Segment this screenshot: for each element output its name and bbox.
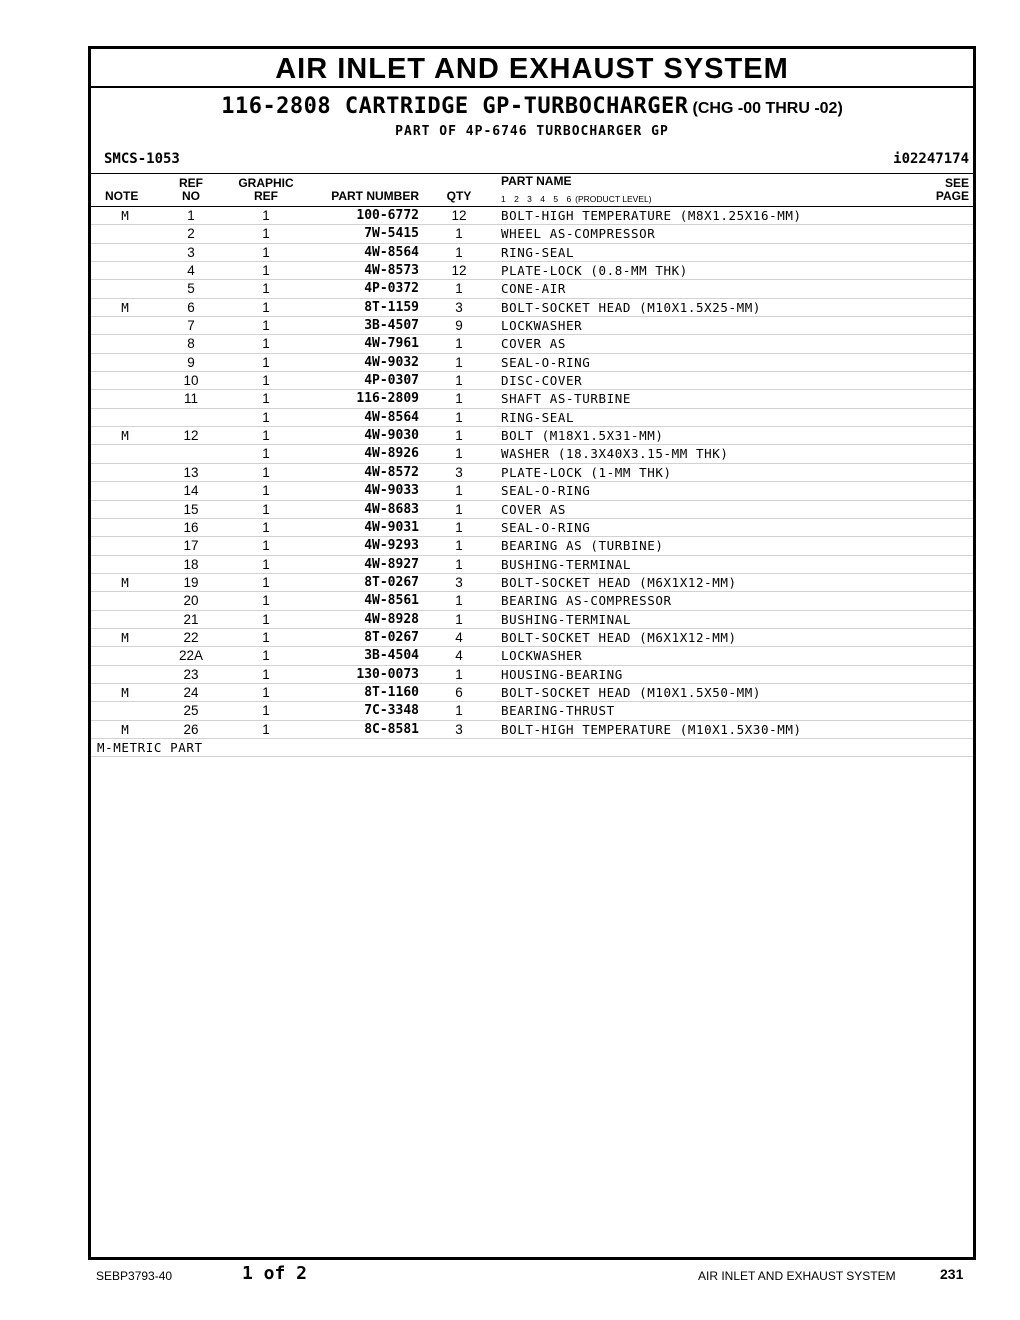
qty-cell: 9 [455, 318, 463, 334]
table-row [91, 299, 973, 317]
footer-page-number: 231 [940, 1266, 964, 1282]
part-name-cell: BOLT-HIGH TEMPERATURE (M10X1.5X30-MM) [501, 721, 802, 737]
col-part-name: PART NAME [501, 174, 572, 188]
part-name-cell: COVER AS [501, 501, 567, 517]
qty-cell: 4 [455, 629, 463, 645]
qty-cell: 1 [455, 373, 463, 389]
ref-no-cell: 9 [187, 354, 195, 370]
part-number-cell: 4P-0307 [364, 373, 419, 389]
part-name-cell: PLATE-LOCK (1-MM THK) [501, 464, 672, 480]
graphic-ref-cell: 1 [262, 281, 270, 297]
qty-cell: 1 [455, 226, 463, 242]
graphic-ref-cell: 1 [262, 593, 270, 609]
graphic-ref-cell: 1 [262, 648, 270, 664]
part-name-cell: SEAL-O-RING [501, 354, 591, 370]
table-row [91, 574, 973, 592]
graphic-ref-cell: 1 [262, 556, 270, 572]
graphic-ref-cell: 1 [262, 299, 270, 315]
qty-cell: 1 [455, 483, 463, 499]
part-name-cell: COVER AS [501, 336, 567, 352]
part-name-cell: WASHER (18.3X40X3.15-MM THK) [501, 446, 729, 462]
table-row [91, 262, 973, 280]
table-row [91, 629, 973, 647]
ref-no-cell: 21 [183, 611, 199, 627]
table-row [91, 335, 973, 353]
qty-cell: 1 [455, 336, 463, 352]
ref-no-cell: 7 [187, 318, 195, 334]
part-number-cell: 8T-1159 [364, 299, 419, 315]
footer-section: AIR INLET AND EXHAUST SYSTEM [698, 1269, 896, 1283]
table-row [91, 519, 973, 537]
section-title: AIR INLET AND EXHAUST SYSTEM [275, 53, 789, 85]
part-number-cell: 4W-8683 [364, 501, 419, 517]
part-name-cell: BOLT-SOCKET HEAD (M6X1X12-MM) [501, 574, 737, 590]
part-number-cell: 7W-5415 [364, 226, 419, 242]
part-number-cell: 3B-4504 [364, 648, 419, 664]
table-row [91, 684, 973, 702]
note-cell: M [121, 721, 129, 737]
note-cell: M [121, 684, 129, 700]
footnote-text: M-METRIC PART [97, 739, 203, 755]
qty-cell: 4 [455, 648, 463, 664]
ref-no-cell: 1 [187, 208, 195, 223]
ref-no-cell: 12 [183, 428, 199, 444]
part-number-cell: 4P-0372 [364, 281, 419, 297]
part-number-cell: 4W-9031 [364, 519, 419, 535]
part-name-cell: WHEEL AS-COMPRESSOR [501, 226, 656, 242]
part-number-cell: 4W-8573 [364, 263, 419, 279]
part-name-cell: RING-SEAL [501, 409, 575, 425]
qty-cell: 1 [455, 538, 463, 554]
part-name-cell: DISC-COVER [501, 373, 583, 389]
qty-cell: 1 [455, 611, 463, 627]
ref-no-cell: 23 [183, 666, 199, 682]
ref-no-cell: 6 [187, 299, 195, 315]
graphic-ref-cell: 1 [262, 464, 270, 480]
note-cell: M [121, 574, 129, 590]
table-row [91, 464, 973, 482]
graphic-ref-cell: 1 [262, 318, 270, 334]
qty-cell: 1 [455, 556, 463, 572]
graphic-ref-cell: 1 [262, 428, 270, 444]
part-name-cell: BOLT (M18X1.5X31-MM) [501, 428, 664, 444]
graphic-ref-cell: 1 [262, 446, 270, 462]
part-number-cell: 4W-9032 [364, 354, 419, 370]
part-name-cell: HOUSING-BEARING [501, 666, 623, 682]
qty-cell: 1 [455, 409, 463, 425]
title-divider [91, 86, 973, 88]
col-graphic-ref: GRAPHIC REF [238, 176, 294, 203]
note-cell: M [121, 629, 129, 645]
qty-cell: 12 [451, 263, 467, 279]
table-row [91, 482, 973, 500]
table-row [91, 354, 973, 372]
ref-no-cell: 20 [183, 593, 199, 609]
part-name-cell: SEAL-O-RING [501, 519, 591, 535]
graphic-ref-cell: 1 [262, 519, 270, 535]
graphic-ref-cell: 1 [262, 336, 270, 352]
parts-list-frame [88, 46, 976, 1260]
part-number-cell: 4W-8572 [364, 464, 419, 480]
table-row [91, 556, 973, 574]
table-row [91, 537, 973, 555]
part-name-cell: BEARING AS-COMPRESSOR [501, 593, 672, 609]
table-row [91, 244, 973, 262]
part-number-cell: 4W-9030 [364, 428, 419, 444]
part-number-cell: 4W-8926 [364, 446, 419, 462]
part-name-cell: RING-SEAL [501, 244, 575, 260]
part-name-cell: LOCKWASHER [501, 648, 583, 664]
qty-cell: 1 [455, 354, 463, 370]
table-row [91, 647, 973, 665]
part-number-cell: 8T-0267 [364, 629, 419, 645]
ref-no-cell: 24 [183, 684, 199, 700]
table-row [91, 427, 973, 445]
part-number-cell: 8T-0267 [364, 574, 419, 590]
part-number-cell: 4W-9293 [364, 538, 419, 554]
qty-cell: 3 [455, 464, 463, 480]
part-number-cell: 116-2809 [356, 391, 419, 407]
table-row [91, 666, 973, 684]
part-name-cell: BEARING AS (TURBINE) [501, 538, 664, 554]
qty-cell: 1 [455, 428, 463, 444]
graphic-ref-cell: 1 [262, 226, 270, 242]
part-number-cell: 4W-8928 [364, 611, 419, 627]
change-range: (CHG -00 THRU -02) [692, 100, 843, 117]
ref-no-cell: 8 [187, 336, 195, 352]
graphic-ref-cell: 1 [262, 373, 270, 389]
ref-no-cell: 16 [183, 519, 199, 535]
part-number-cell: 4W-9033 [364, 483, 419, 499]
ref-no-cell: 15 [183, 501, 199, 517]
graphic-ref-cell: 1 [262, 483, 270, 499]
qty-cell: 1 [455, 666, 463, 682]
part-number-cell: 4W-8561 [364, 593, 419, 609]
graphic-ref-cell: 1 [262, 721, 270, 737]
smcs-code: SMCS-1053 [104, 151, 180, 167]
table-row [91, 317, 973, 335]
ref-no-cell: 14 [183, 483, 199, 499]
ref-no-cell: 2 [187, 226, 195, 242]
graphic-ref-cell: 1 [262, 501, 270, 517]
graphic-ref-cell: 1 [262, 666, 270, 682]
table-row [91, 225, 973, 243]
part-number-cell: 3B-4507 [364, 318, 419, 334]
graphic-ref-cell: 1 [262, 244, 270, 260]
qty-cell: 1 [455, 501, 463, 517]
part-number-cell: 4W-8927 [364, 556, 419, 572]
ref-no-cell: 25 [183, 703, 199, 719]
table-row [91, 721, 973, 739]
part-group-title: 116-2808 CARTRIDGE GP-TURBOCHARGER [221, 94, 689, 119]
part-name-cell: BUSHING-TERMINAL [501, 556, 632, 572]
part-name-cell: SEAL-O-RING [501, 483, 591, 499]
part-name-cell: CONE-AIR [501, 281, 567, 297]
part-name-cell: SHAFT AS-TURBINE [501, 391, 632, 407]
footer-page-of: 1 of 2 [242, 1263, 308, 1284]
ref-no-cell: 22 [183, 629, 199, 645]
col-ref-no: REF NO [179, 176, 203, 203]
qty-cell: 1 [455, 519, 463, 535]
part-name-cell: BUSHING-TERMINAL [501, 611, 632, 627]
qty-cell: 1 [455, 244, 463, 260]
parts-table [91, 207, 973, 757]
part-number-cell: 4W-7961 [364, 336, 419, 352]
illustration-id: i02247174 [893, 151, 969, 167]
qty-cell: 3 [455, 721, 463, 737]
part-name-cell: PLATE-LOCK (0.8-MM THK) [501, 263, 688, 279]
part-name-cell: BOLT-HIGH TEMPERATURE (M8X1.25X16-MM) [501, 208, 802, 223]
graphic-ref-cell: 1 [262, 684, 270, 700]
ref-no-cell: 3 [187, 244, 195, 260]
table-row [91, 445, 973, 463]
qty-cell: 1 [455, 391, 463, 407]
qty-cell: 3 [455, 299, 463, 315]
col-see-page: SEE PAGE [935, 176, 969, 203]
ref-no-cell: 5 [187, 281, 195, 297]
note-cell: M [121, 428, 129, 444]
part-name-cell: BOLT-SOCKET HEAD (M10X1.5X25-MM) [501, 299, 762, 315]
table-row [91, 501, 973, 519]
col-qty: QTY [446, 189, 472, 203]
qty-cell: 1 [455, 281, 463, 297]
graphic-ref-cell: 1 [262, 263, 270, 279]
note-cell: M [121, 208, 129, 223]
table-row [91, 409, 973, 427]
product-level-header: 1 2 3 4 5 6 (PRODUCT LEVEL) [501, 194, 652, 204]
note-cell: M [121, 299, 129, 315]
graphic-ref-cell: 1 [262, 574, 270, 590]
part-number-cell: 100-6772 [356, 208, 419, 223]
part-name-cell: BOLT-SOCKET HEAD (M10X1.5X50-MM) [501, 684, 762, 700]
ref-no-cell: 17 [183, 538, 199, 554]
qty-cell: 12 [451, 208, 467, 223]
part-number-cell: 7C-3348 [364, 703, 419, 719]
col-note: NOTE [105, 189, 139, 203]
graphic-ref-cell: 1 [262, 409, 270, 425]
ref-no-cell: 13 [183, 464, 199, 480]
part-name-cell: BOLT-SOCKET HEAD (M6X1X12-MM) [501, 629, 737, 645]
ref-no-cell: 18 [183, 556, 199, 572]
table-row [91, 207, 973, 225]
table-row [91, 702, 973, 720]
ref-no-cell: 11 [183, 391, 198, 407]
graphic-ref-cell: 1 [262, 208, 270, 223]
footnote-row [91, 739, 973, 757]
part-number-cell: 8T-1160 [364, 684, 419, 700]
part-of-label: PART OF 4P-6746 TURBOCHARGER GP [395, 124, 669, 139]
qty-cell: 1 [455, 703, 463, 719]
graphic-ref-cell: 1 [262, 538, 270, 554]
graphic-ref-cell: 1 [262, 629, 270, 645]
table-row [91, 611, 973, 629]
part-number-cell: 4W-8564 [364, 244, 419, 260]
ref-no-cell: 4 [187, 263, 195, 279]
part-number-cell: 130-0073 [356, 666, 419, 682]
graphic-ref-cell: 1 [262, 391, 270, 407]
ref-no-cell: 22A [178, 648, 204, 664]
qty-cell: 6 [455, 684, 463, 700]
part-name-cell: LOCKWASHER [501, 318, 583, 334]
ref-no-cell: 26 [183, 721, 199, 737]
table-row [91, 592, 973, 610]
ref-no-cell: 10 [183, 373, 199, 389]
qty-cell: 1 [455, 593, 463, 609]
footer-document-id: SEBP3793-40 [96, 1269, 173, 1283]
part-number-cell: 8C-8581 [364, 721, 419, 737]
ref-no-cell: 19 [183, 574, 199, 590]
qty-cell: 3 [455, 574, 463, 590]
graphic-ref-cell: 1 [262, 611, 270, 627]
part-number-cell: 4W-8564 [364, 409, 419, 425]
part-title [91, 94, 973, 119]
table-row [91, 372, 973, 390]
col-part-number: PART NUMBER [331, 189, 419, 203]
graphic-ref-cell: 1 [262, 354, 270, 370]
graphic-ref-cell: 1 [262, 703, 270, 719]
part-name-cell: BEARING-THRUST [501, 703, 615, 719]
table-row [91, 280, 973, 298]
table-row [91, 390, 973, 408]
qty-cell: 1 [455, 446, 463, 462]
